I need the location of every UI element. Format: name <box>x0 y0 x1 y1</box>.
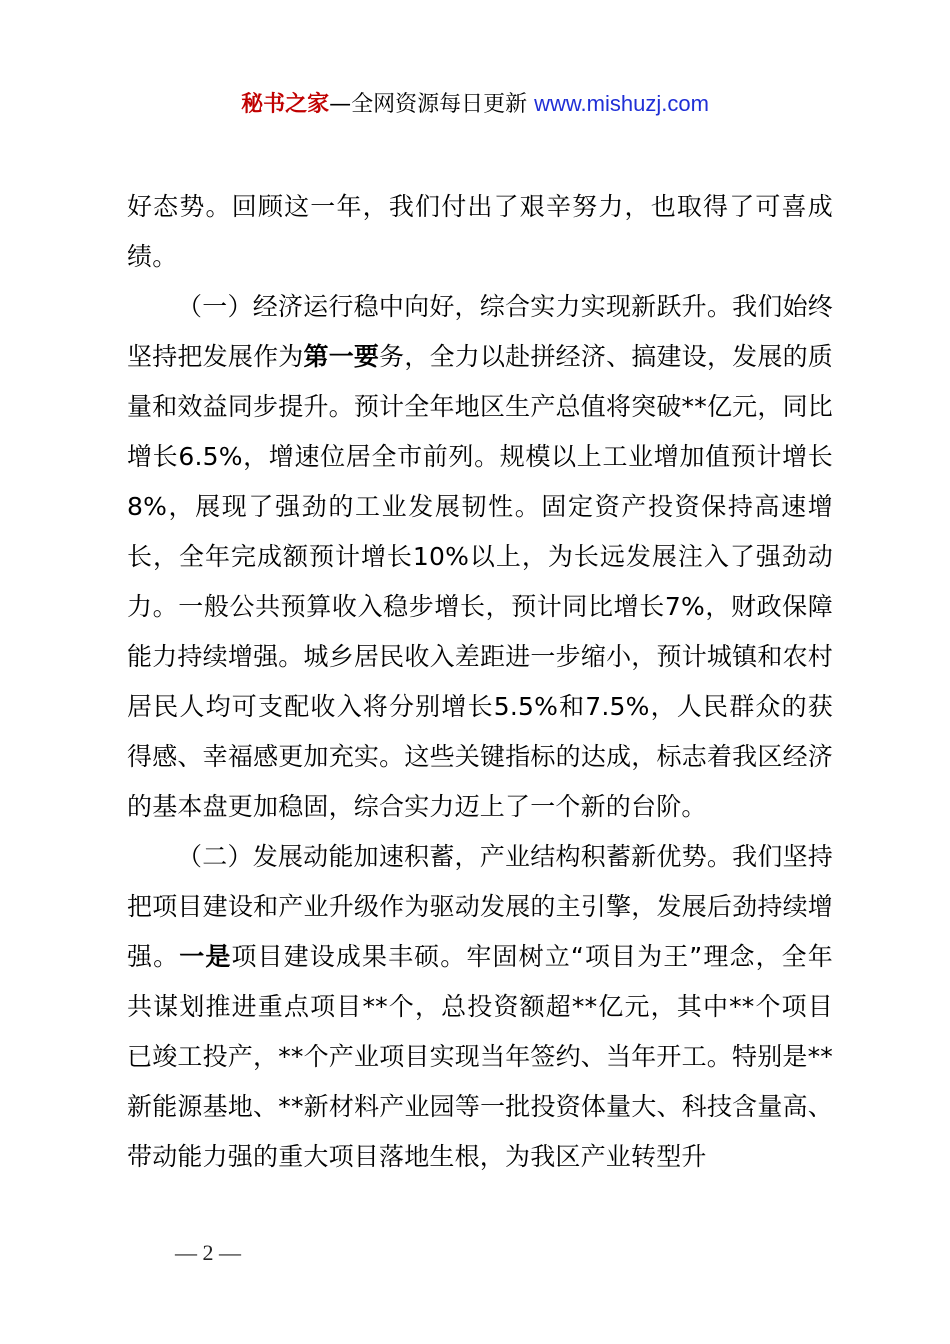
paragraph-economy-text-b: 务，全力以赴拼经济、搞建设，发展的质量和效益同步提升。预计全年地区生产总值将突破**亿元，同比增长6.5%，增速位居全市前列。规模以上工业增加值预计增长8%，展现了强劲的工业发展韧性。固定资产投资保持高速增长，全年完成额预计增长10%以上，为长远发展注入了强劲动力。一般公共预算收入稳步增长，预计同比增长7%，财政保障能力持续增强。城乡居民收入差距进一步缩小，预计城镇和农村居民人均可支配收入将分别增长5.5%和7.5%，人民群众的获得感、幸福感更加充实。这些关键指标的达成，标志着我区经济的基本盘更加稳固，综合实力迈上了一个新的台阶。 <box>127 342 833 821</box>
paragraph-economy-bold: 第一要 <box>303 342 380 371</box>
paragraph-economy-text-a: （一）经济运行稳中向好，综合实力实现新跃升。我们始终坚持把发展作为 <box>127 292 833 371</box>
page-number: — 2 — <box>175 1240 241 1265</box>
paragraph-industry-text-b: 项目建设成果丰硕。牢固树立“项目为王”理念，全年共谋划推进重点项目**个，总投资额超**亿元，其中**个项目已竣工投产，**个产业项目实现当年签约、当年开工。特别是**新能源基地、**新材料产业园等一批投资体量大、科技含量高、带动能力强的重大项目落地生根，为我区产业转型升 <box>127 942 834 1171</box>
header-tagline: —全网资源每日更新 <box>329 92 535 117</box>
paragraph-economy <box>127 282 833 832</box>
paragraph-continuation: 好态势。回顾这一年，我们付出了艰辛努力，也取得了可喜成绩。 <box>127 192 833 271</box>
paragraph-industry-bold: 一是 <box>179 942 232 971</box>
paragraph-industry-text-a: （二）发展动能加速积蓄，产业结构积蓄新优势。我们坚持把项目建设和产业升级作为驱动发展的主引擎，发展后劲持续增强。 <box>127 842 833 971</box>
site-header-banner <box>0 88 950 121</box>
document-body <box>127 182 833 1182</box>
brand-name: 秘书之家 <box>241 92 330 117</box>
paragraph-industry <box>127 832 833 1182</box>
site-url-link[interactable]: www.mishuzj.com <box>534 91 709 116</box>
